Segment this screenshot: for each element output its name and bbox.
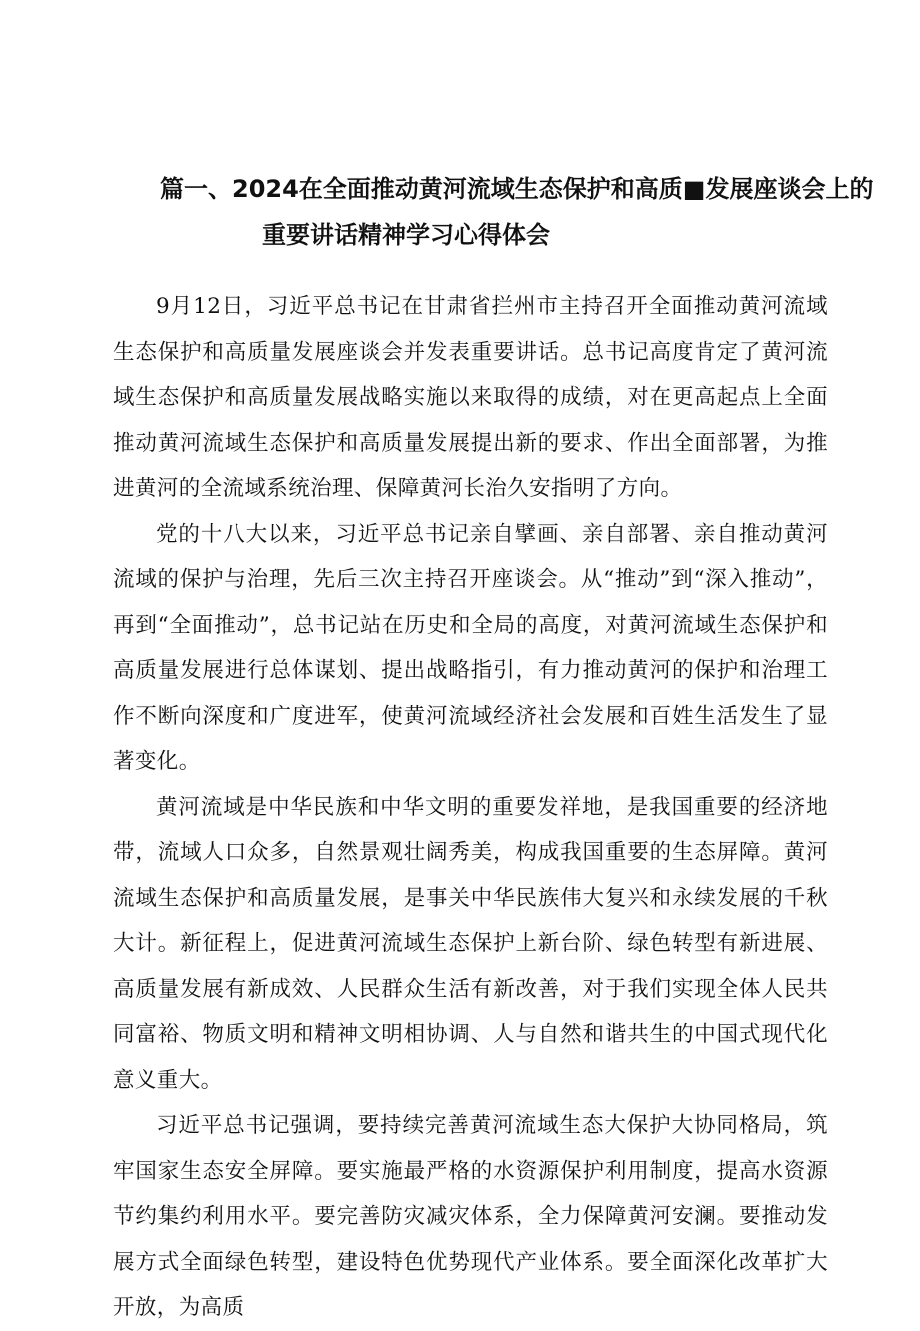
title-line-1: 篇一、2024在全面推动黄河流域生态保护和高质■发展座谈会上的 [160,175,874,204]
document-body [113,284,828,1331]
paragraph-4: 习近平总书记强调，要持续完善黄河流域生态大保护大协同格局，筑牢国家生态安全屏障。要实施最严格的水资源保护利用制度，提高水资源节约集约利用水平。要完善防灾减灾体系，全力保障黄河安澜。要推动发展方式全面绿色转型，建设特色优势现代产业体系。要全面深化改革扩大开放，为高质 [113,1113,828,1320]
title-line-2: 重要讲话精神学习心得体会 [262,221,550,250]
paragraph-1: 9月12日，习近平总书记在甘肃省拦州市主持召开全面推动黄河流域生态保护和高质量发展座谈会并发表重要讲话。总书记高度肯定了黄河流域生态保护和高质量发展战略实施以来取得的成绩，对在更高起点上全面推动黄河流域生态保护和高质量发展提出新的要求、作出全面部署，为推进黄河的全流域系统治理、保障黄河长治久安指明了方向。 [113,294,828,501]
paragraph-2: 党的十八大以来，习近平总书记亲自擘画、亲自部署、亲自推动黄河流域的保护与治理，先后三次主持召开座谈会。从“推动”到“深入推动”，再到“全面推动”，总书记站在历史和全局的高度，对黄河流域生态保护和高质量发展进行总体谋划、提出战略指引，有力推动黄河的保护和治理工作不断向深度和广度进军，使黄河流域经济社会发展和百姓生活发生了显著变化。 [113,521,828,774]
document-title [160,166,874,258]
paragraph-3: 黄河流域是中华民族和中华文明的重要发祥地，是我国重要的经济地带，流域人口众多，自然景观壮阔秀美，构成我国重要的生态屏障。黄河流域生态保护和高质量发展，是事关中华民族伟大复兴和永续发展的千秋大计。新征程上，促进黄河流域生态保护上新台阶、绿色转型有新进展、高质量发展有新成效、人民群众生活有新改善，对于我们实现全体人民共同富裕、物质文明和精神文明相协调、人与自然和谐共生的中国式现代化意义重大。 [113,794,828,1093]
